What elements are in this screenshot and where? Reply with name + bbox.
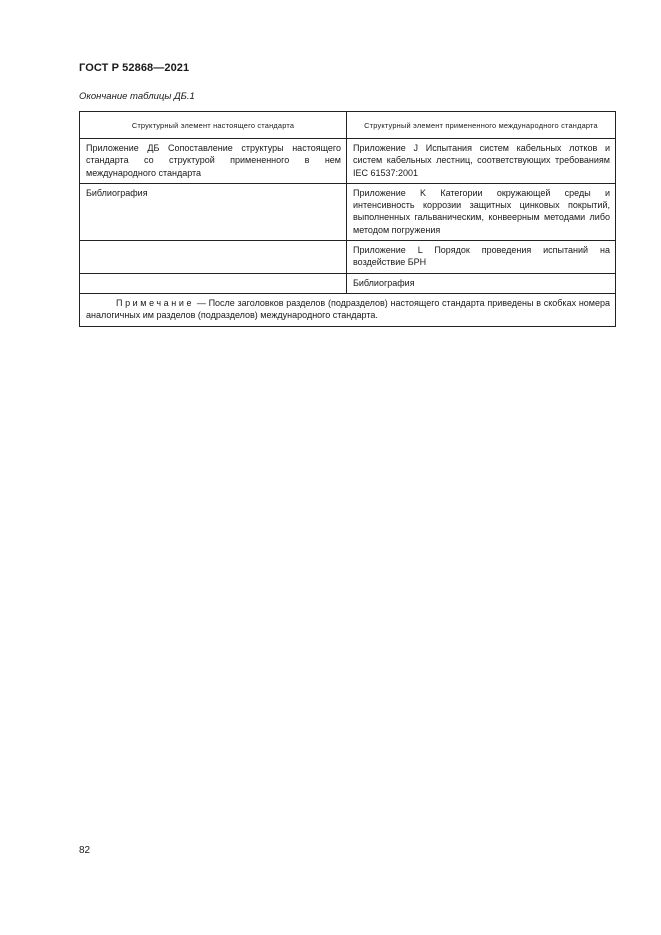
note-label: Примечание: [116, 297, 195, 308]
table-row: [80, 241, 616, 274]
page-number: 82: [79, 845, 91, 856]
table-cell-international: Библиография: [347, 273, 616, 293]
column-header-national: Структурный элемент настоящего стандарта: [80, 112, 347, 139]
table-cell-national: Приложение ДБ Сопоставление структуры настоящего стандарта со структурой примененного в нем международного стандарта: [80, 139, 347, 184]
table-cell-national: [80, 241, 347, 274]
table-row: [80, 139, 616, 184]
table-cell-national: Библиография: [80, 183, 347, 240]
table-cell-national: [80, 273, 347, 293]
document-code: ГОСТ Р 52868—2021: [79, 62, 190, 74]
table-row: [80, 273, 616, 293]
table-note: [80, 293, 616, 326]
column-header-international: Структурный элемент примененного международного стандарта: [347, 112, 616, 139]
table-header-row: [80, 112, 616, 139]
table-cell-international: Приложение L Порядок проведения испытаний на воздействие БРН: [347, 241, 616, 274]
table-note-row: [80, 293, 616, 326]
table-cell-international: Приложение K Категории окружающей среды и интенсивность коррозии защитных цинковых покрытий, выполненных гальваническим, конвеерным методами либо методом погружения: [347, 183, 616, 240]
note-text: — После заголовков разделов (подразделов) настоящего стандарта приведены в скобках номера аналогичных им разделов (подразделов) международного стандарта.: [86, 297, 610, 321]
table-caption: Окончание таблицы ДБ.1: [79, 91, 195, 102]
table-row: [80, 183, 616, 240]
comparison-table: [79, 111, 616, 327]
table-cell-international: Приложение J Испытания систем кабельных лотков и систем кабельных лестниц, соответствующих требованиям IEC 61537:2001: [347, 139, 616, 184]
